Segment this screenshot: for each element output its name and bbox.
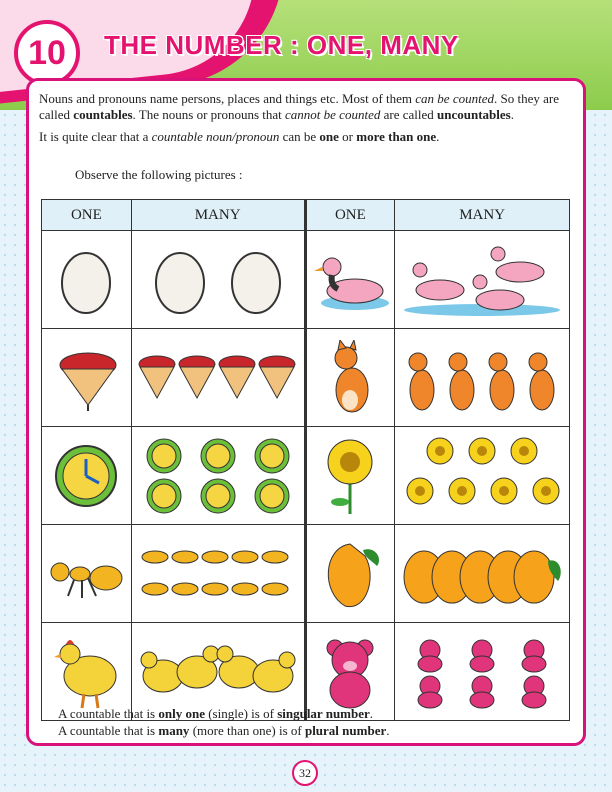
one-many-table [41, 199, 570, 721]
spinning-tops-picture [131, 329, 305, 427]
chapter-number-badge: 10 [14, 20, 80, 86]
text: are called [380, 107, 437, 122]
text: . [436, 129, 440, 144]
sunflowers-picture [395, 427, 570, 525]
text: . [386, 723, 390, 738]
mangoes-picture [395, 525, 570, 623]
intro-text [39, 91, 559, 151]
text: Nouns and pronouns name persons, places and things etc. Most of them [39, 91, 416, 106]
chapter-title: THE NUMBER : ONE, MANY [104, 30, 459, 60]
text: A countable that is [58, 706, 159, 721]
text: A countable that is [58, 723, 159, 738]
singular-rule [58, 706, 373, 722]
header-one-left: ONE [42, 200, 132, 231]
intro-paragraph-1 [39, 91, 559, 123]
ducks-picture [395, 231, 570, 329]
table-row [42, 329, 570, 427]
text-bold: plural number [304, 723, 387, 738]
text-bold: one [319, 129, 339, 144]
sunflower-picture [305, 427, 395, 525]
foxes-picture [395, 329, 570, 427]
text-bold: many [158, 723, 190, 738]
text: . So they are called [39, 91, 559, 122]
text-bold: countables [73, 107, 133, 122]
table-row [42, 427, 570, 525]
text-bold: only one [158, 706, 205, 721]
ant-picture [42, 525, 132, 623]
observe-instruction: Observe the following pictures : [75, 167, 243, 182]
clocks-picture [131, 427, 305, 525]
spinning-top-picture [42, 329, 132, 427]
duck-picture [305, 231, 395, 329]
text-italic: can be counted [415, 91, 494, 106]
text: . [369, 706, 374, 721]
text: (more than one) is of [189, 723, 305, 738]
table-row [42, 231, 570, 329]
header-one-right: ONE [305, 200, 395, 231]
intro-paragraph-2 [39, 129, 559, 145]
table-row [42, 525, 570, 623]
header-many-right: MANY [395, 200, 570, 231]
content-card [26, 78, 586, 746]
text: . The nouns or pronouns that [132, 107, 286, 122]
text: . [510, 107, 514, 122]
text-bold: singular number [277, 706, 370, 721]
eggs-picture [131, 231, 305, 329]
text: (single) is of [204, 706, 278, 721]
text: or [338, 129, 357, 144]
text-italic: cannot be counted [285, 107, 381, 122]
text-bold: more than one [356, 129, 437, 144]
text: can be [279, 129, 320, 144]
mango-picture [305, 525, 395, 623]
egg-picture [42, 231, 132, 329]
header-many-left: MANY [131, 200, 305, 231]
text: It is quite clear that a [39, 129, 152, 144]
text-italic: countable noun/pronoun [151, 129, 280, 144]
ants-picture [131, 525, 305, 623]
clock-picture [42, 427, 132, 525]
text-bold: uncountables [437, 107, 511, 122]
teddy-bears-picture [395, 623, 570, 721]
plural-rule [58, 723, 389, 739]
fox-picture [305, 329, 395, 427]
page-number: 32 [292, 760, 318, 786]
